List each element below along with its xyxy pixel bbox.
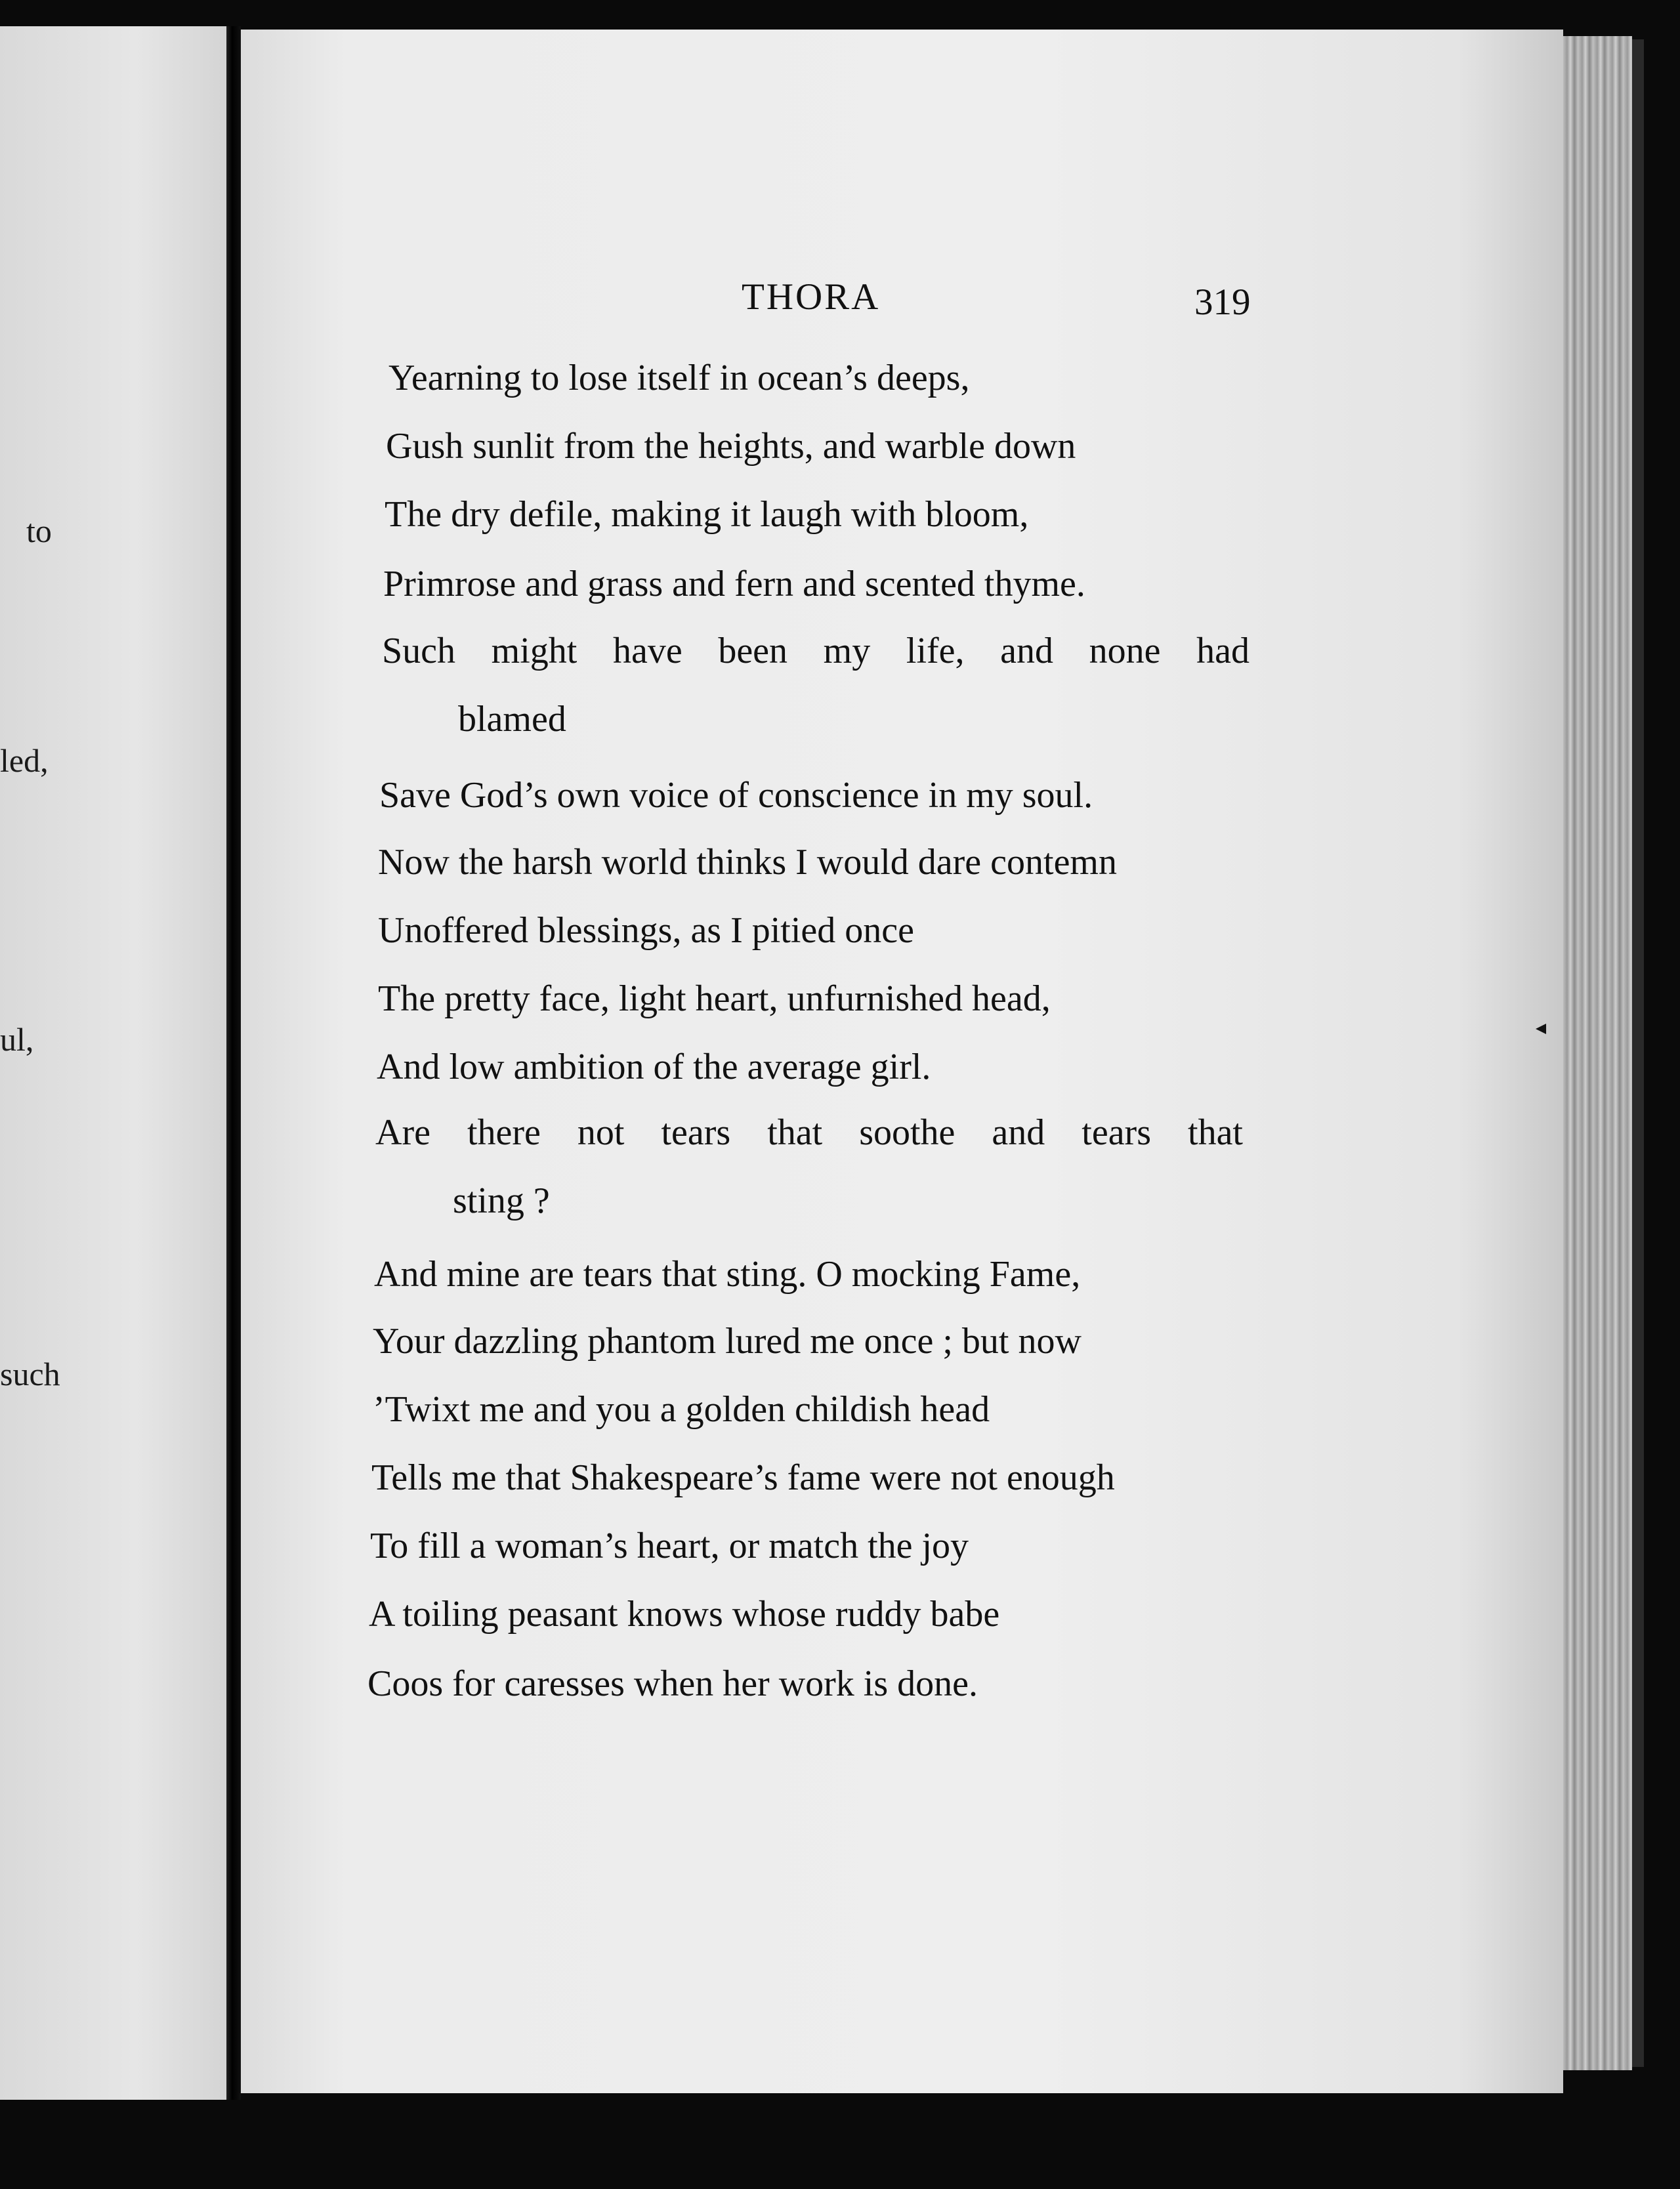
left-facing-page [0, 26, 226, 2100]
page-edge [1563, 36, 1632, 2070]
left-page-fragment: such [0, 1356, 60, 1392]
page-edge-shadow [1632, 39, 1644, 2067]
left-page-fragment: ul, [0, 1021, 34, 1058]
poem-line: The dry defile, making it laugh with bloom, [385, 494, 1029, 535]
left-page-fragment: led, [0, 742, 49, 779]
poem-line: Coos for caresses when her work is done. [368, 1663, 978, 1704]
poem-line: A toiling peasant knows whose ruddy babe [369, 1594, 1000, 1635]
poem-line: Gush sunlit from the heights, and warble down [386, 426, 1076, 467]
poem-line: And low ambition of the average girl. [377, 1047, 931, 1087]
poem-line: The pretty face, light heart, unfurnished head, [378, 978, 1051, 1019]
poem-line: To fill a woman’s heart, or match the joy [370, 1526, 969, 1566]
poem-line: Are there not tears that soothe and tears that [375, 1113, 1243, 1153]
book-gutter [226, 26, 241, 2100]
running-head: THORA [742, 276, 881, 318]
left-page-fragment: to [26, 512, 52, 549]
poem-line: Such might have been my life, and none had [382, 631, 1250, 671]
edge-mark [1536, 1024, 1546, 1034]
poem-line: And mine are tears that sting. O mocking Fame, [374, 1254, 1081, 1295]
poem-line-continuation: blamed [458, 699, 566, 740]
page-number: 319 [1194, 281, 1251, 323]
poem-line-continuation: sting ? [453, 1180, 550, 1221]
poem-line: Unoffered blessings, as I pitied once [378, 910, 914, 951]
poem-line: ’Twixt me and you a golden childish head [373, 1389, 990, 1430]
poem-line: Tells me that Shakespeare’s fame were not enough [371, 1457, 1115, 1498]
poem-line: Primrose and grass and fern and scented thyme. [383, 564, 1085, 604]
poem-line: Save God’s own voice of conscience in my soul. [379, 775, 1093, 816]
poem-line: Yearning to lose itself in ocean’s deeps, [388, 358, 970, 398]
poem-line: Your dazzling phantom lured me once ; but now [373, 1321, 1082, 1362]
poem-line: Now the harsh world thinks I would dare contemn [378, 842, 1117, 883]
